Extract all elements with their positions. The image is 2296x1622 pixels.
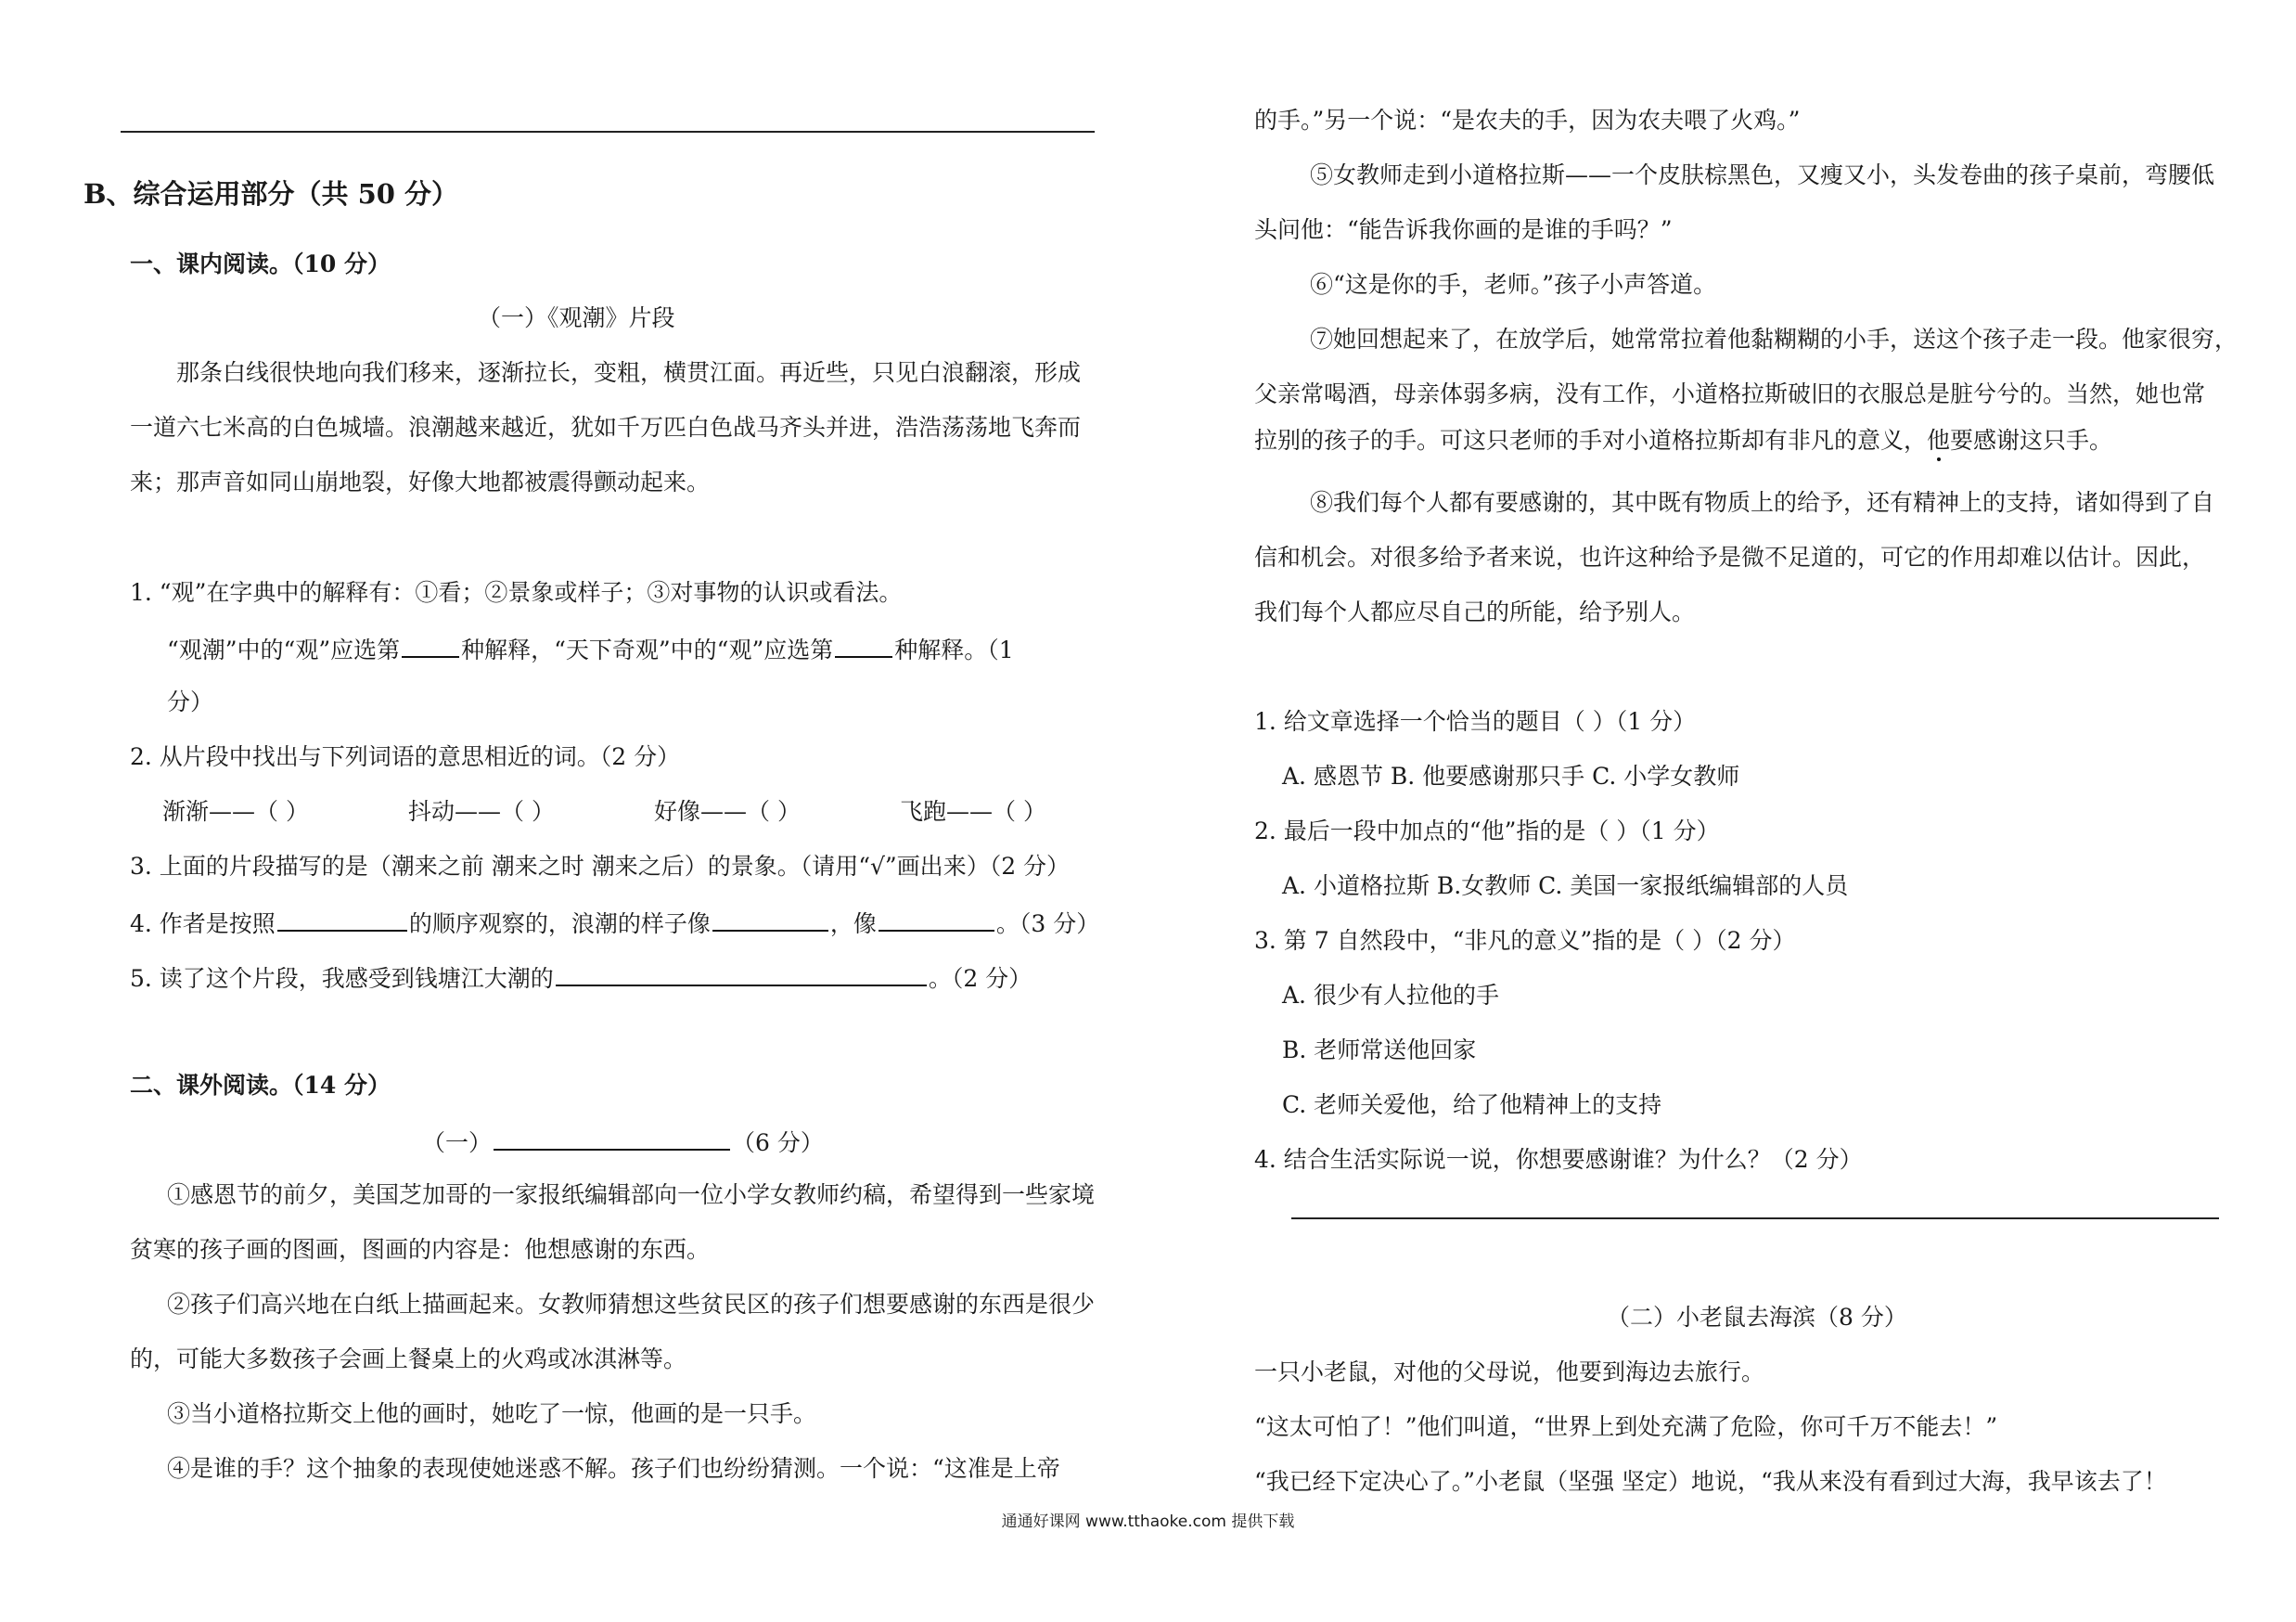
passage2-line: 贫寒的孩子画的图画，图画的内容是：他想感谢的东西。 xyxy=(130,1236,711,1263)
q1-line2 xyxy=(167,634,1014,664)
q1-line2-a: “观潮”中的“观”应选第 xyxy=(167,637,401,663)
q1-blank-2[interactable] xyxy=(835,634,892,658)
q4-blank-3[interactable] xyxy=(879,908,994,932)
line7-head: 拉别的孩子的手。可这只老师的手对小道格拉斯却有非凡的意义， xyxy=(1254,427,1928,454)
passage2-line: ③当小道格拉斯交上他的画时，她吃了一惊，他画的是一只手。 xyxy=(167,1400,817,1427)
passage2-title-a: （一） xyxy=(422,1129,493,1156)
passage2-cont-line: ⑥“这是你的手，老师。”孩子小声答道。 xyxy=(1310,271,1717,298)
q1-line3: 分） xyxy=(167,689,214,715)
option: C. 老师关爱他，给了他精神上的支持 xyxy=(1282,1091,1662,1118)
question: 4. 结合生活实际说一说，你想要感谢谁？为什么？（2 分） xyxy=(1254,1146,1863,1173)
passage2-cont-line: 父亲常喝酒，母亲体弱多病，没有工作，小道格拉斯破旧的衣服总是脏兮兮的。当然，她也常 xyxy=(1254,380,2206,407)
passage1-line: 那条白线很快地向我们移来，逐渐拉长，变粗，横贯江面。再近些，只见白浪翻滚，形成 xyxy=(176,359,1082,386)
q4-blank-1[interactable] xyxy=(277,908,407,932)
q3-line: 3. 上面的片段描写的是（潮来之前 潮来之时 潮来之后）的景象。（请用“√”画出来）（2 分） xyxy=(130,853,1071,880)
page-footer: 通通好课网 www.tthaoke.com 提供下载 xyxy=(1001,1513,1295,1531)
passage3-title: （二）小老鼠去海滨（8 分） xyxy=(1607,1304,1907,1331)
passage3-line: 一只小老鼠，对他的父母说，他要到海边去旅行。 xyxy=(1254,1358,1765,1385)
dotted-word: 他 xyxy=(1927,427,1951,454)
passage2-title xyxy=(422,1126,824,1157)
option: A. 感恩节 B. 他要感谢那只手 C. 小学女教师 xyxy=(1282,763,1740,790)
q5-blank[interactable] xyxy=(556,962,927,986)
q2-word: 好像——（ ） xyxy=(654,798,801,825)
passage2-cont-line: 我们每个人都应尽自己的所能，给予别人。 xyxy=(1254,599,1696,625)
q4-c: ，像 xyxy=(829,910,877,937)
passage2-line: ④是谁的手？这个抽象的表现使她迷惑不解。孩子们也纷纷猜测。一个说：“这准是上帝 xyxy=(167,1455,1060,1482)
q2-word: 飞跑——（ ） xyxy=(900,798,1046,825)
passage1-title: （一）《观潮》片段 xyxy=(478,304,675,331)
q1-line2-c: 种解释。（1 xyxy=(894,637,1014,663)
q2-word: 抖动——（ ） xyxy=(408,798,555,825)
q2-line1: 2. 从片段中找出与下列词语的意思相近的词。（2 分） xyxy=(130,743,681,770)
option: A. 很少有人拉他的手 xyxy=(1282,982,1499,1009)
passage3-line: “我已经下定决心了。”小老鼠（坚强 坚定）地说，“我从来没有看到过大海，我早该去了！ xyxy=(1254,1468,2167,1495)
passage2-line: ①感恩节的前夕，美国芝加哥的一家报纸编辑部向一位小学女教师约稿，希望得到一些家境 xyxy=(167,1181,1096,1208)
passage2-cont-line: 信和机会。对很多给予者来说，也许这种给予是微不足道的，可它的作用却难以估计。因此， xyxy=(1254,544,2206,571)
passage2-cont-line: ⑦她回想起来了，在放学后，她常常拉着他黏糊糊的小手，送这个孩子走一段。他家很穷， xyxy=(1310,326,2238,353)
q2-word: 渐渐——（ ） xyxy=(162,798,309,825)
option: A. 小道格拉斯 B.女教师 C. 美国一家报纸编辑部的人员 xyxy=(1282,872,1849,899)
passage2-cont-line: 的手。”另一个说：“是农夫的手，因为农夫喂了火鸡。” xyxy=(1254,107,1801,134)
passage3-line: “这太可怕了！”他们叫道，“世界上到处充满了危险，你可千万不能去！” xyxy=(1254,1413,1998,1440)
part2-title: 二、课外阅读。（14 分） xyxy=(130,1072,391,1099)
passage1-line: 一道六七米高的白色城墙。浪潮越来越近，犹如千万匹白色战马齐头并进，浩浩荡荡地飞奔而 xyxy=(130,414,1082,441)
line7-tail: 要感谢这只手。 xyxy=(1950,427,2113,454)
passage2-cont-line: ⑤女教师走到小道格拉斯——一个皮肤棕黑色，又瘦又小，头发卷曲的孩子桌前，弯腰低 xyxy=(1310,161,2215,188)
option: B. 老师常送他回家 xyxy=(1282,1036,1477,1063)
passage2-cont-line: 头问他：“能告诉我你画的是谁的手吗？” xyxy=(1254,216,1673,243)
passage2-title-b: （6 分） xyxy=(732,1129,824,1156)
q4-line xyxy=(130,908,1099,938)
q4-b: 的顺序观察的，浪潮的样子像 xyxy=(408,910,711,937)
section-title: B、综合运用部分（共 50 分） xyxy=(83,178,459,210)
q1-line1: 1. “观”在字典中的解释有：①看；②景象或样子；③对事物的认识或看法。 xyxy=(130,579,903,606)
top-rule-left xyxy=(121,131,1095,133)
part1-title: 一、课内阅读。（10 分） xyxy=(130,251,391,277)
q4-d: 。（3 分） xyxy=(995,910,1100,937)
q5-line xyxy=(130,962,1032,993)
q1-line2-b: 种解释，“天下奇观”中的“观”应选第 xyxy=(461,637,834,663)
passage2-title-blank[interactable] xyxy=(494,1126,730,1151)
answer-rule[interactable] xyxy=(1291,1217,2219,1219)
question: 1. 给文章选择一个恰当的题目（ ）（1 分） xyxy=(1254,708,1697,735)
q1-blank-1[interactable] xyxy=(402,634,459,658)
passage2-cont-line xyxy=(1254,427,2112,455)
passage2-line: 的，可能大多数孩子会画上餐桌上的火鸡或冰淇淋等。 xyxy=(130,1345,687,1372)
q4-blank-2[interactable] xyxy=(712,908,828,932)
passage2-line: ②孩子们高兴地在白纸上描画起来。女教师猜想这些贫民区的孩子们想要感谢的东西是很少 xyxy=(167,1291,1096,1318)
passage1-line: 来；那声音如同山崩地裂，好像大地都被震得颤动起来。 xyxy=(130,469,711,496)
question: 2. 最后一段中加点的“他”指的是（ ）（1 分） xyxy=(1254,817,1720,844)
passage2-cont-line: ⑧我们每个人都有要感谢的，其中既有物质上的给予，还有精神上的支持，诸如得到了自 xyxy=(1310,489,2215,516)
question: 3. 第 7 自然段中，“非凡的意义”指的是（ ）（2 分） xyxy=(1254,927,1796,954)
q5-a: 5. 读了这个片段，我感受到钱塘江大潮的 xyxy=(130,965,554,992)
q4-a: 4. 作者是按照 xyxy=(130,910,276,937)
q5-b: 。（2 分） xyxy=(928,965,1033,992)
